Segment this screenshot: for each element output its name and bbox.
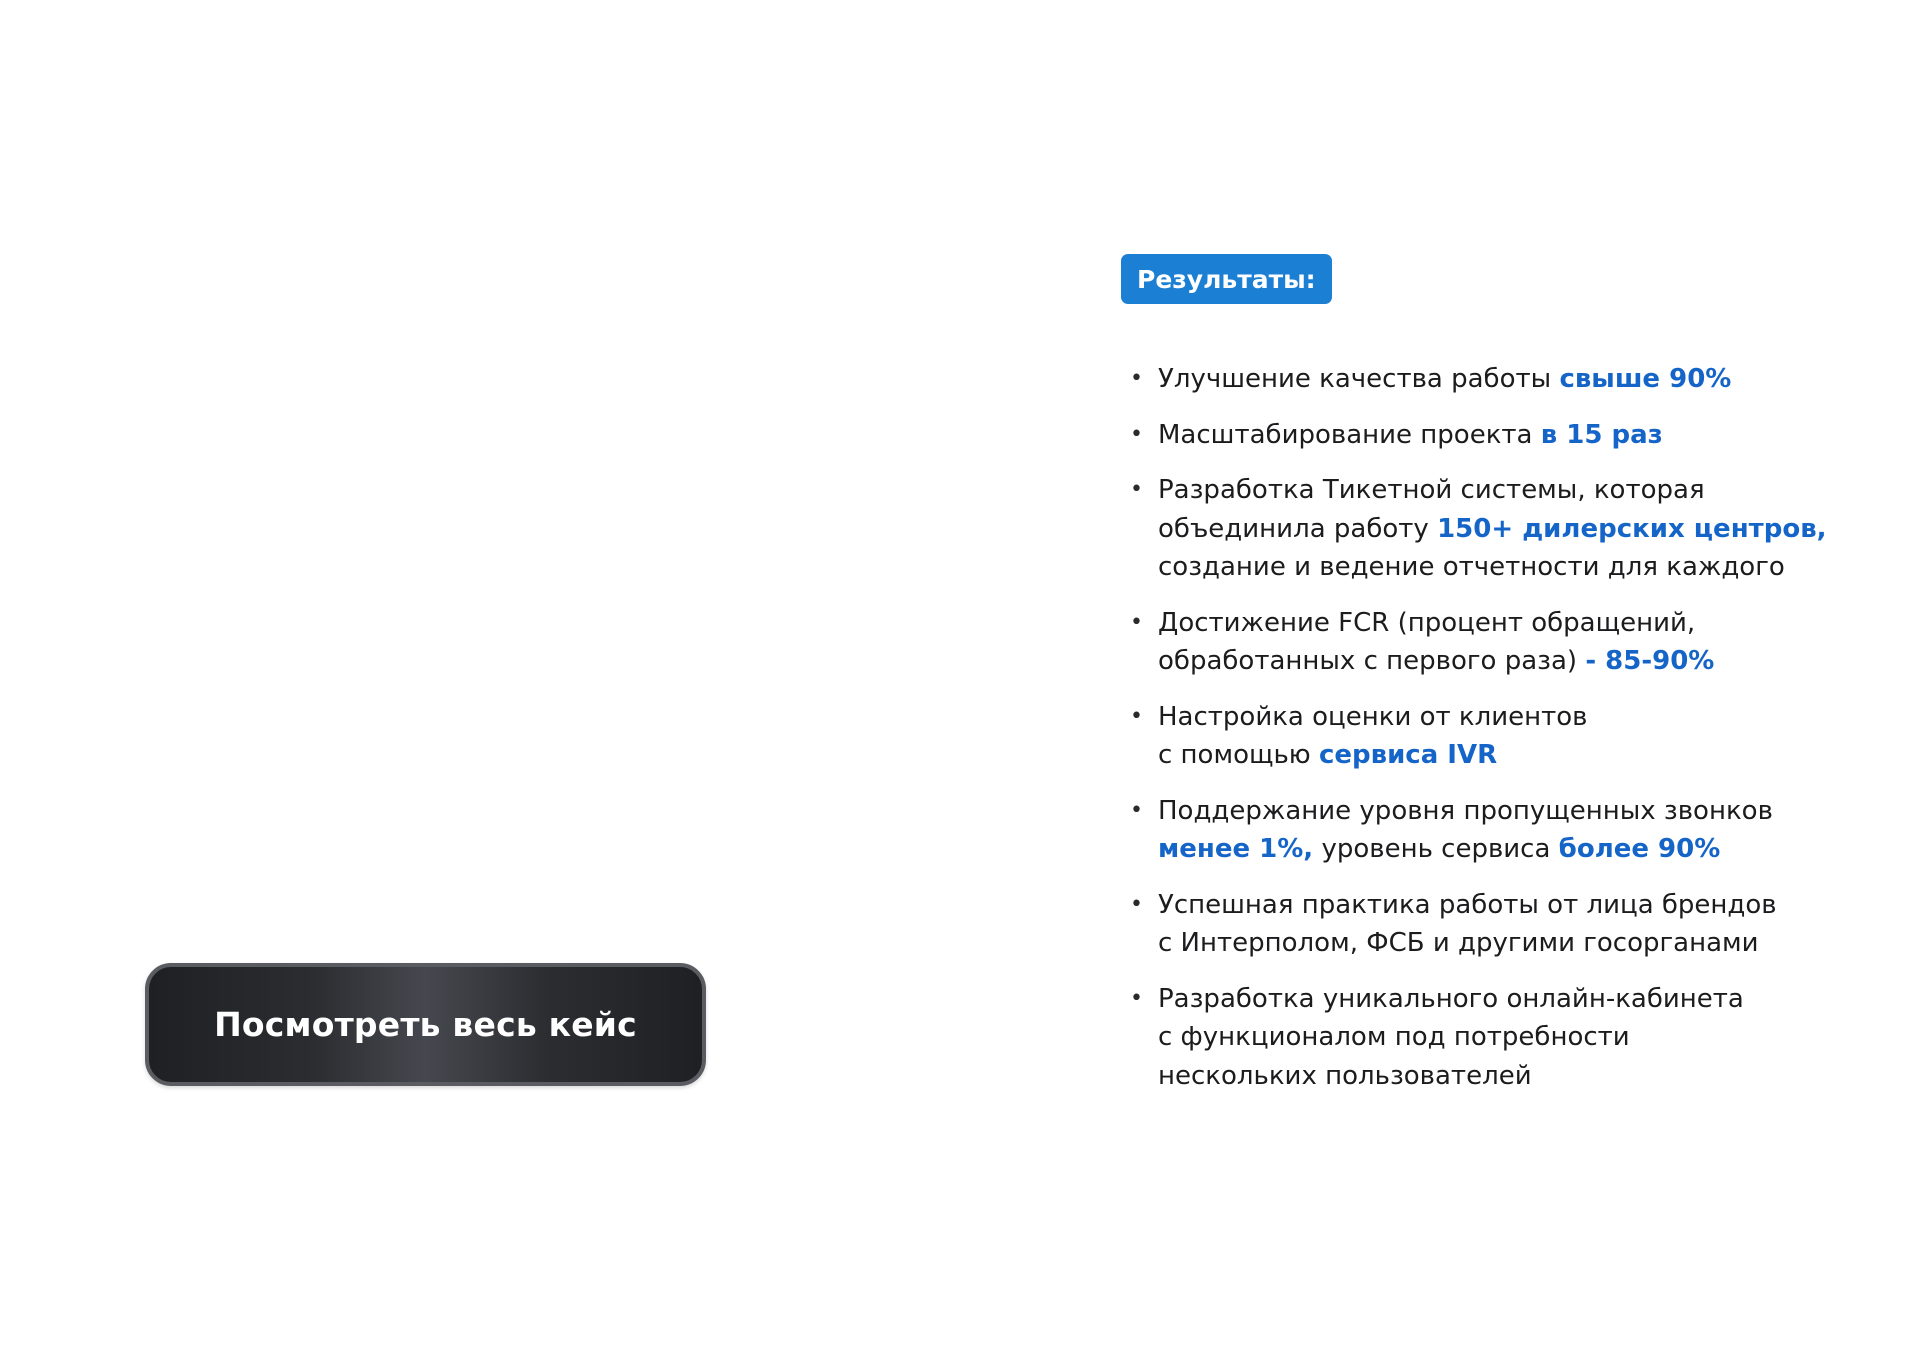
result-highlight: в 15 раз xyxy=(1540,419,1663,450)
result-text: Масштабирование проекта xyxy=(1158,419,1541,450)
results-badge xyxy=(1121,254,1332,304)
results-list-item xyxy=(1130,698,1900,775)
results-list xyxy=(1130,360,1900,1112)
result-text: с помощью xyxy=(1158,740,1319,770)
result-text: Разработка Тикетной системы, которая xyxy=(1158,475,1705,505)
bullet-icon: • xyxy=(1130,797,1143,823)
results-list-item xyxy=(1130,792,1900,869)
result-highlight: менее 1%, xyxy=(1158,834,1314,864)
result-text: Успешная практика работы от лица брендов xyxy=(1158,889,1777,920)
result-text: нескольких пользователей xyxy=(1158,1060,1532,1091)
result-text: объединила работу xyxy=(1158,513,1438,544)
result-text: Улучшение качества работы xyxy=(1158,364,1560,394)
result-text: уровень сервиса xyxy=(1313,834,1559,864)
results-list-item xyxy=(1130,980,1900,1096)
bullet-icon: • xyxy=(1130,985,1143,1011)
result-text: Разработка уникального онлайн-кабинета xyxy=(1158,983,1744,1014)
view-full-case-button[interactable] xyxy=(145,963,706,1086)
bullet-icon: • xyxy=(1130,891,1143,917)
results-list-item xyxy=(1130,416,1900,455)
result-text: с Интерполом, ФСБ и другими госорганами xyxy=(1158,928,1759,958)
bullet-icon: • xyxy=(1130,421,1143,447)
result-text: Достижение FCR (процент обращений, xyxy=(1158,607,1696,638)
result-text: Настройка оценки от клиентов xyxy=(1158,701,1588,732)
bullet-icon: • xyxy=(1130,609,1143,635)
results-list-item xyxy=(1130,471,1900,587)
result-highlight: сервиса IVR xyxy=(1318,740,1498,770)
results-badge-label: Результаты: xyxy=(1137,264,1316,294)
bullet-icon: • xyxy=(1130,366,1143,391)
result-text: создание и ведение отчетности для каждого xyxy=(1158,552,1785,582)
bullet-icon: • xyxy=(1130,703,1143,729)
result-text: с функционалом под потребности xyxy=(1158,1022,1630,1052)
bullet-icon: • xyxy=(1130,477,1143,502)
result-highlight: свыше 90% xyxy=(1559,364,1732,394)
results-list-item xyxy=(1130,360,1900,399)
result-highlight: более 90% xyxy=(1558,834,1721,864)
result-highlight: 150+ дилерских центров, xyxy=(1437,513,1827,544)
view-full-case-button-label: Посмотреть весь кейс xyxy=(214,1005,637,1044)
results-list-item xyxy=(1130,886,1900,963)
results-list-item xyxy=(1130,604,1900,681)
result-highlight: - 85-90% xyxy=(1585,646,1715,676)
result-text: обработанных с первого раза) xyxy=(1158,646,1586,676)
result-text: Поддержание уровня пропущенных звонков xyxy=(1158,795,1773,826)
